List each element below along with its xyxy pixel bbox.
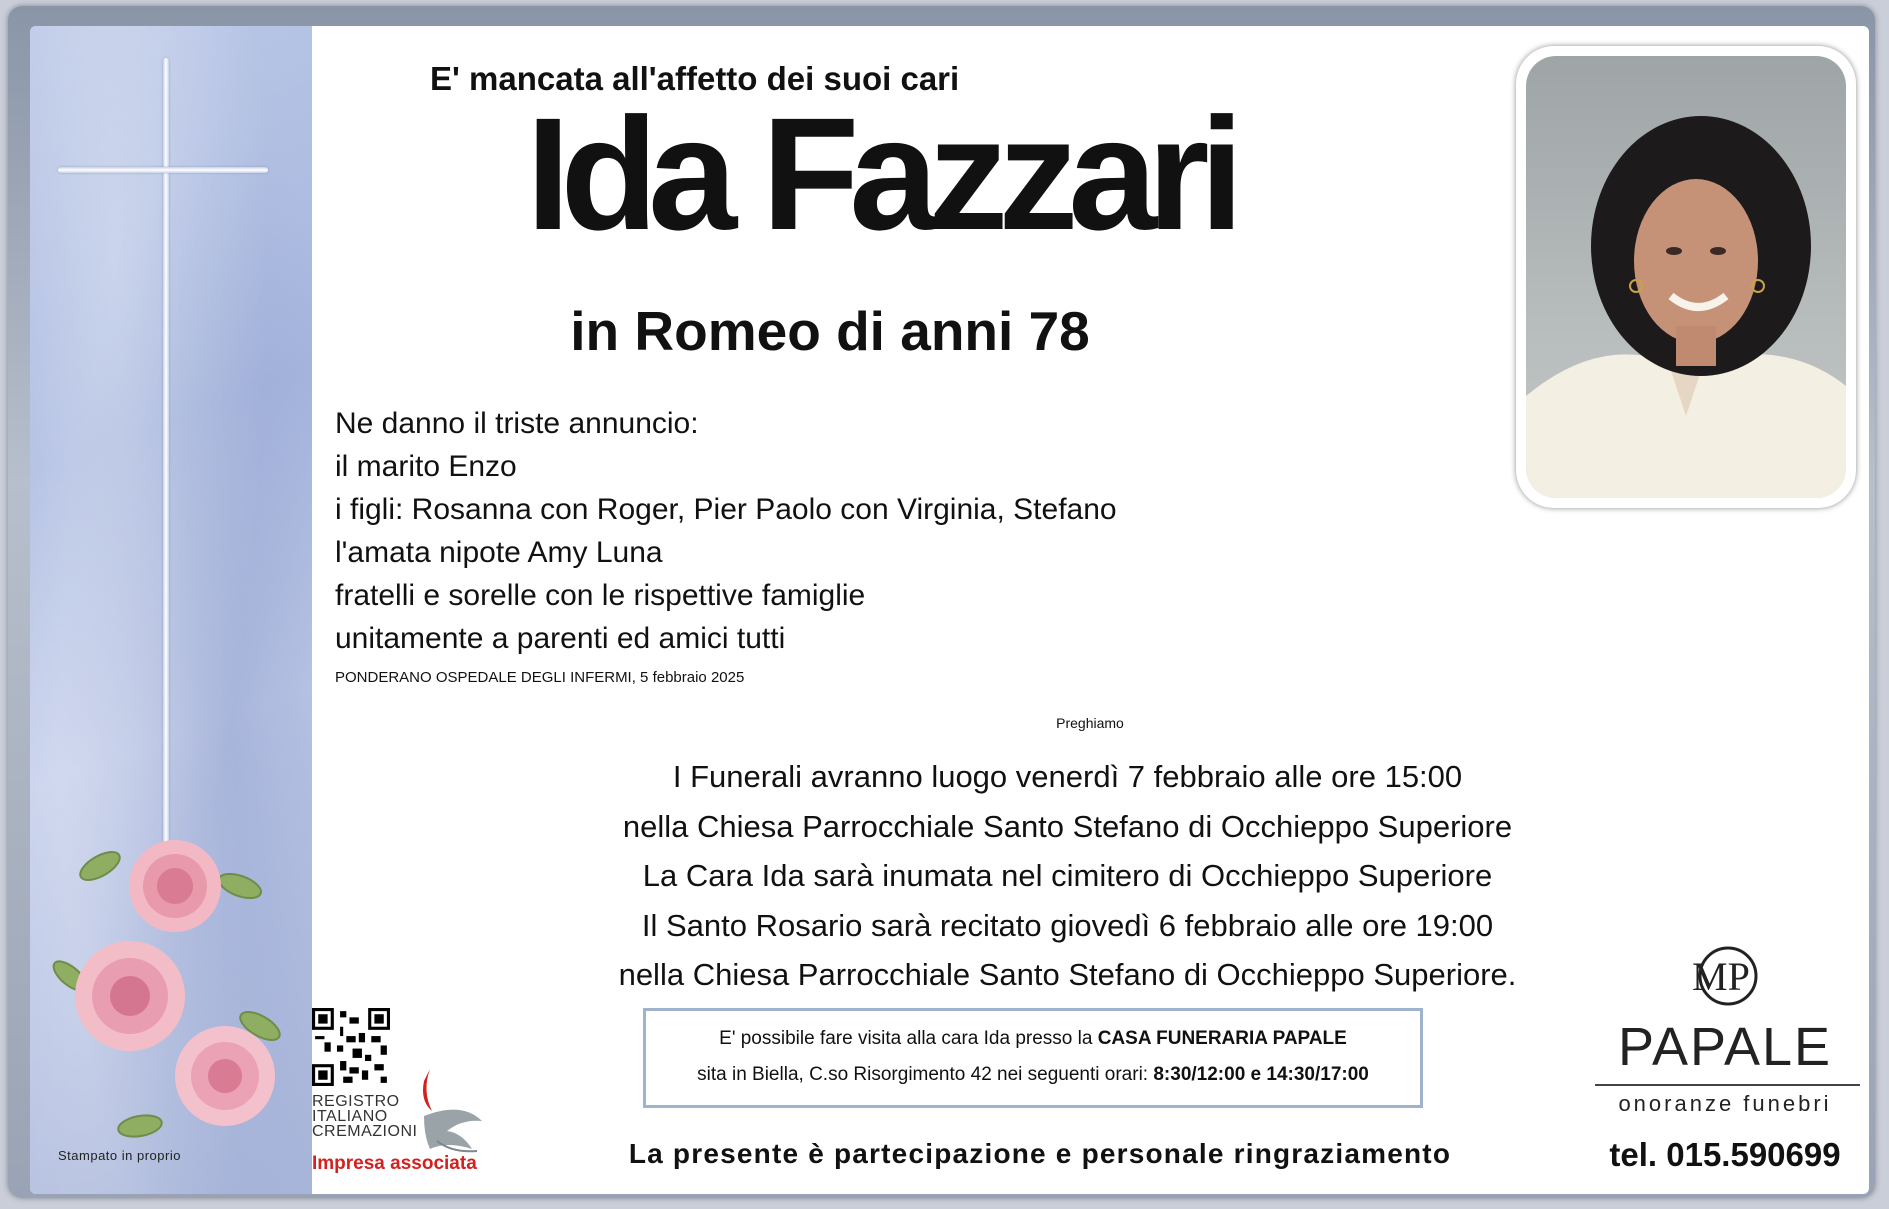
divider	[1595, 1084, 1860, 1086]
registry-text	[312, 1094, 417, 1139]
page-frame	[8, 6, 1875, 1198]
thanks-text: La presente è partecipazione e personale ringraziamento	[628, 1138, 1452, 1169]
funeral-details	[560, 752, 1575, 1000]
funeral-line: Il Santo Rosario sarà recitato giovedì 6 febbraio alle ore 19:00	[641, 907, 1494, 943]
visit-text: E' possibile fare visita alla cara Ida presso la	[719, 1028, 1098, 1049]
obituary-card	[30, 26, 1869, 1194]
mourner-line: i figli: Rosanna con Roger, Pier Paolo con Virginia, Stefano	[335, 493, 1117, 526]
registry-member-label: Impresa associata	[312, 1153, 477, 1174]
papale-monogram-icon	[1680, 936, 1770, 1016]
mourner-line: fratelli e sorelle con le rispettive famiglie	[335, 579, 866, 612]
portrait-illustration	[1526, 56, 1846, 498]
mourner-line: unitamente a parenti ed amici tutti	[335, 622, 786, 655]
roses-illustration	[30, 826, 312, 1166]
deceased-subtitle: in Romeo di anni 78	[570, 300, 1090, 362]
deceased-name: Ida Fazzari	[525, 84, 1235, 263]
funeral-home-phone[interactable]: tel. 015.590699	[1609, 1136, 1841, 1173]
visit-info-box	[643, 1008, 1423, 1108]
intro-text: E' mancata all'affetto dei suoi cari	[430, 60, 960, 97]
cross-icon-vertical	[163, 58, 169, 878]
visit-line-2	[646, 1057, 1420, 1093]
cross-icon-horizontal	[58, 167, 268, 173]
registry-line-2: ITALIANO	[312, 1108, 388, 1125]
funeral-line: La Cara Ida sarà inumata nel cimitero di Occhieppo Superiore	[642, 858, 1493, 893]
visit-line-1	[646, 1021, 1420, 1057]
mourners-list	[335, 402, 1117, 660]
visit-hours: 8:30/12:00 e 14:30/17:00	[1153, 1064, 1369, 1085]
portrait-frame	[1516, 46, 1856, 508]
papale-monogram-text: MP	[1692, 954, 1750, 999]
funeral-home-tagline: onoranze funebri	[1618, 1091, 1832, 1116]
visit-location: CASA FUNERARIA PAPALE	[1097, 1028, 1347, 1049]
printed-note: Stampato in proprio	[58, 1148, 181, 1163]
mourner-line: il marito Enzo	[335, 450, 517, 483]
registry-line-3: CREMAZIONI	[312, 1123, 418, 1140]
mourner-line: l'amata nipote Amy Luna	[335, 536, 663, 569]
visit-address: sita in Biella, C.so Risorgimento 42 nei seguenti orari:	[697, 1064, 1154, 1085]
funeral-line: nella Chiesa Parrocchiale Santo Stefano di Occhieppo Superiore	[622, 808, 1513, 844]
funeral-home-name: PAPALE	[1617, 1017, 1833, 1077]
portrait-photo	[1526, 56, 1846, 498]
funeral-line: I Funerali avranno luogo venerdì 7 febbraio alle ore 15:00	[672, 759, 1463, 794]
prayer-label: Preghiamo	[1056, 715, 1124, 731]
place-date: PONDERANO OSPEDALE DEGLI INFERMI, 5 febbraio 2025	[335, 669, 745, 686]
mourner-line: Ne danno il triste annuncio:	[335, 407, 699, 440]
funeral-line: nella Chiesa Parrocchiale Santo Stefano di Occhieppo Superiore.	[618, 957, 1517, 992]
decorative-side-panel	[30, 26, 312, 1194]
registry-line-1: REGISTRO	[312, 1093, 400, 1110]
